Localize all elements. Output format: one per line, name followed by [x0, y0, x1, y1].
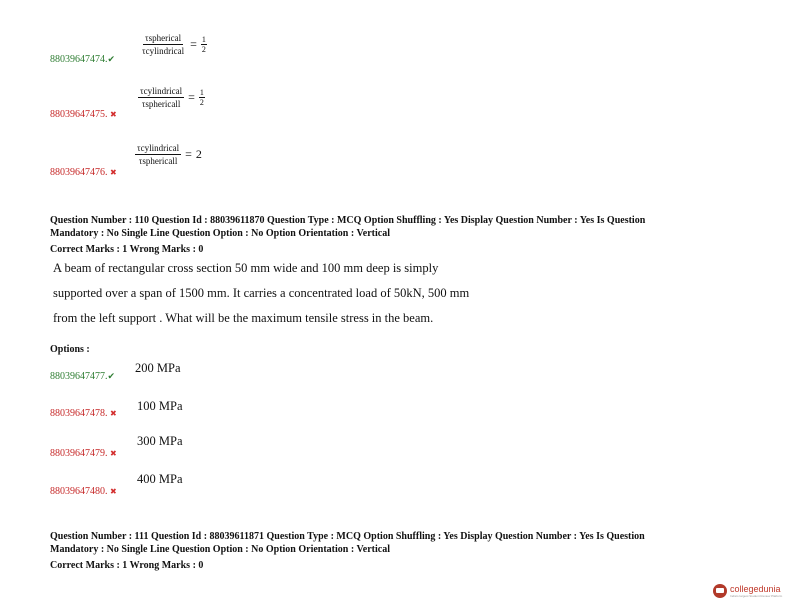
wrong-cross-icon: ✖: [110, 110, 117, 119]
option-value-2: 100 MPa: [137, 399, 183, 413]
option-value-1: 200 MPa: [135, 361, 181, 375]
wrong-cross-icon: ✖: [110, 487, 117, 496]
wrong-cross-icon: ✖: [110, 168, 117, 177]
question-111-meta: Question Number : 111 Question Id : 88039611871 Question Type : MCQ Option Shuffling : Yes Display Question Number : Yes Is Question Mandatory : No Single Line Question Option : No Option Orientation : Vertical: [50, 531, 645, 555]
option-formula-3: $\frac{\text{τcylindrical}}{\text{τsphericall}}$ = 2: [137, 143, 202, 166]
option-id-5: 88039647478. ✖: [50, 408, 120, 419]
collegedunia-logo: collegedunia India's largest Student Review Platform: [713, 584, 782, 598]
option-value-4: 400 MPa: [137, 472, 183, 486]
option-formula-2: $\frac{\text{τcylindrical}}{\text{τsphericall}}$ = $\frac{1}{2}$: [140, 86, 204, 109]
graduation-cap-icon: [713, 584, 727, 598]
correct-check-icon: ✔: [107, 54, 116, 64]
option-value-3: 300 MPa: [137, 434, 183, 448]
correct-check-icon: ✔: [107, 371, 116, 381]
options-label: Options :: [50, 344, 90, 355]
wrong-cross-icon: ✖: [110, 449, 117, 458]
wrong-cross-icon: ✖: [110, 409, 117, 418]
question-110-text: A beam of rectangular cross section 50 mm wide and 100 mm deep is simply supported over a span of 1500 mm. It carries a concentrated load of 50kN, 500 mm from the left support . What will be the maximum tensile stress in the beam.: [53, 261, 470, 325]
option-formula-1: $\frac{\text{τspherical}}{\text{τcylindrical}}$ = $\frac{1}{2}$: [142, 33, 206, 56]
option-id-3: 88039647476. ✖: [50, 167, 120, 178]
option-id-6: 88039647479. ✖: [50, 448, 120, 459]
option-id-1: 88039647474.✔: [50, 54, 118, 65]
question-110-meta: Question Number : 110 Question Id : 88039611870 Question Type : MCQ Option Shuffling : Yes Display Question Number : Yes Is Question Mandatory : No Single Line Question Option : No Option Orientation : Vertical: [50, 215, 646, 239]
question-111-marks: Correct Marks : 1 Wrong Marks : 0: [50, 560, 204, 571]
option-id-4: 88039647477.✔: [50, 371, 118, 382]
option-id-2: 88039647475. ✖: [50, 109, 120, 120]
question-110-marks: Correct Marks : 1 Wrong Marks : 0: [50, 244, 204, 255]
option-id-7: 88039647480. ✖: [50, 486, 120, 497]
